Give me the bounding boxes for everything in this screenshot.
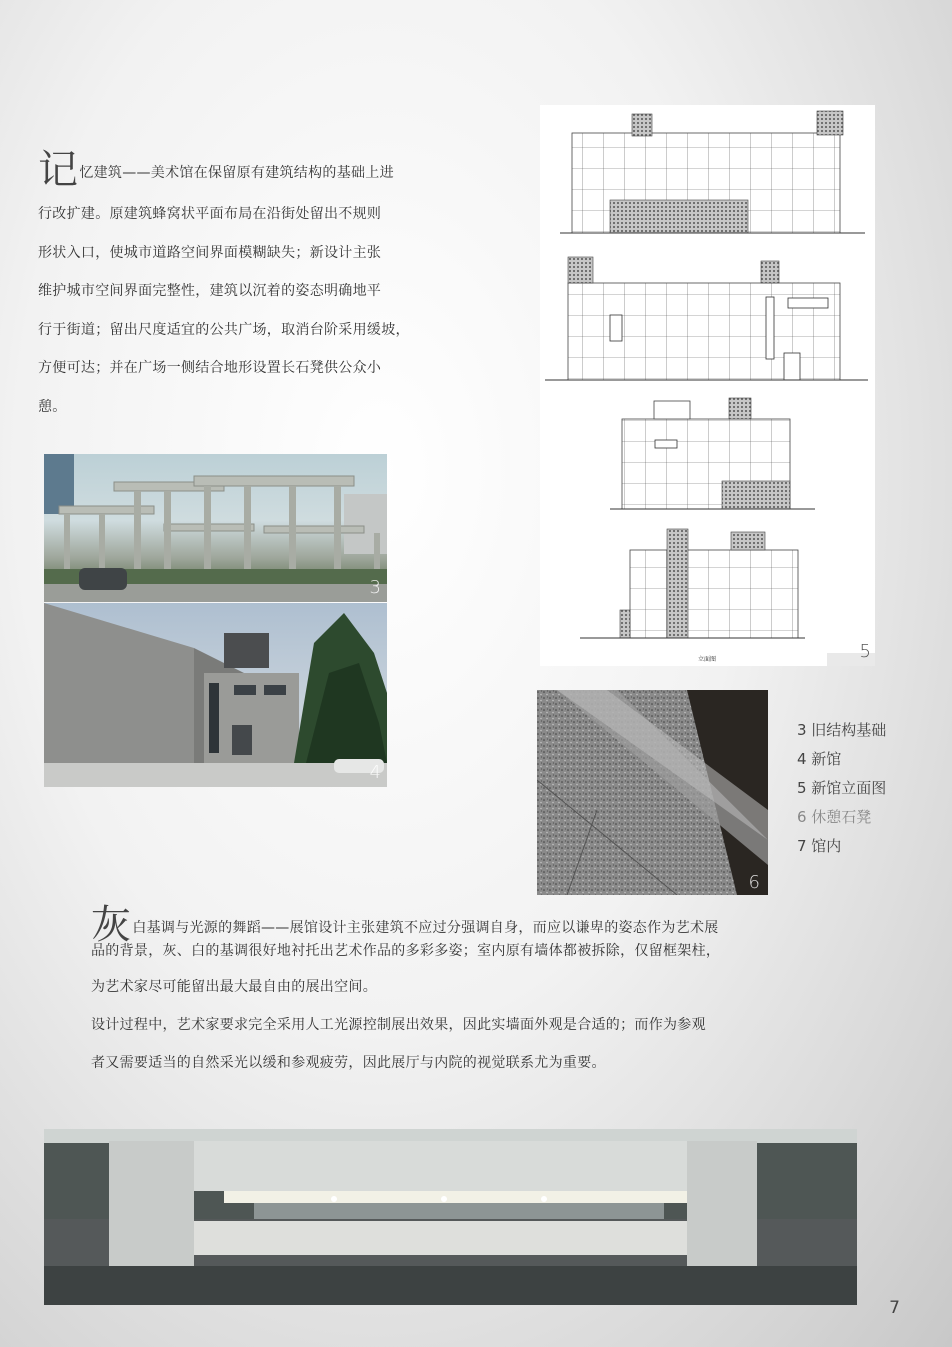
photo-stone-bench <box>537 690 768 895</box>
photo-new-building <box>44 603 387 787</box>
elevation-caption: 立面图 <box>698 656 717 663</box>
caption-3: 3 旧结构基础 <box>797 721 887 739</box>
para2-text: 白基调与光源的舞蹈——展馆设计主张建筑不应过分强调自身，而应以谦卑的姿态作为艺术展 <box>132 920 719 936</box>
intro-text: 忆建筑——美术馆在保留原有建筑结构的基础上进 <box>79 165 394 181</box>
elevation-number: 5 <box>859 641 871 662</box>
intro-paragraph <box>38 147 438 426</box>
interior-illustration <box>44 1129 857 1305</box>
caption-6: 6 休憩石凳 <box>797 808 872 826</box>
figure-captions <box>797 716 886 861</box>
elevation-drawing <box>540 105 875 666</box>
intro-line-5: 行于街道；留出尺度适宜的公共广场，取消台阶采用缓坡， <box>38 321 410 338</box>
intro-line-4: 维护城市空间界面完整性，建筑以沉着的姿态明确地平 <box>38 283 382 299</box>
photo-old-structure <box>44 454 387 602</box>
intro-line-6: 方便可达；并在广场一侧结合地形设置长石凳供公众小 <box>38 360 382 376</box>
caption-7: 7 馆内 <box>797 837 842 855</box>
intro-line-2: 行改扩建。原建筑蜂窝状平面布局在沿街处留出不规则 <box>38 206 382 222</box>
new-building-illustration <box>44 603 387 787</box>
photo-number-6: 6 <box>748 872 760 893</box>
para2-line-4: 设计过程中，艺术家要求完全采用人工光源控制展出效果，因此实墙面外观是合适的；而作为参观 <box>91 1017 706 1033</box>
para2-line-5: 者又需要适当的自然采光以缓和参观疲劳，因此展厅与内院的视觉联系尤为重要。 <box>91 1055 606 1071</box>
intro-line-1 <box>38 147 438 195</box>
page-number: 7 <box>889 1298 900 1318</box>
para2-line-3: 为艺术家尽可能留出最大最自由的展出空间。 <box>91 979 377 995</box>
drop-cap: 灰 <box>91 902 132 948</box>
old-structure-illustration <box>44 454 387 602</box>
drop-cap: 记 <box>38 147 79 193</box>
intro-line-3: 形状入口，使城市道路空间界面模糊缺失；新设计主张 <box>38 244 382 261</box>
para2-line-2: 品的背景，灰、白的基调很好地衬托出艺术作品的多彩多姿；室内原有墙体都被拆除，仅留框架柱， <box>91 943 721 959</box>
lighting-paragraph <box>91 902 811 1082</box>
caption-5: 5 新馆立面图 <box>797 779 887 797</box>
photo-interior <box>44 1129 857 1305</box>
elevation-drawing-illustration <box>540 105 875 666</box>
caption-4: 4 新馆 <box>797 750 842 768</box>
intro-line-7: 憩。 <box>38 398 67 415</box>
photo-number-3: 3 <box>369 577 381 598</box>
photo-number-4: 4 <box>369 762 381 783</box>
stone-bench-illustration <box>537 690 768 895</box>
